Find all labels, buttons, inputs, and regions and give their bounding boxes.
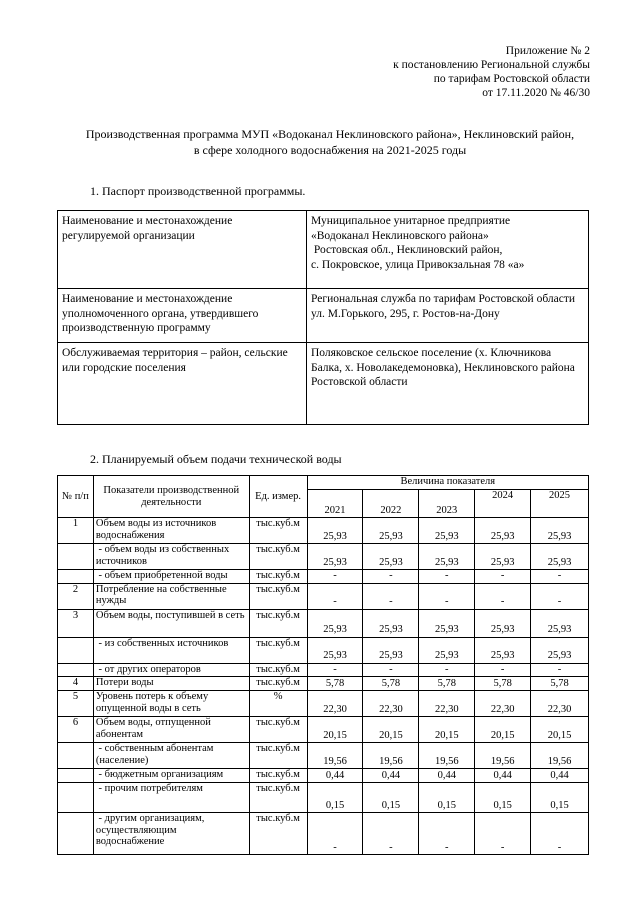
row-value: 25,93 — [531, 544, 589, 570]
row-number — [58, 783, 94, 813]
row-value: - — [363, 583, 419, 609]
row-unit: тыс.куб.м — [249, 609, 307, 637]
row-unit: тыс.куб.м — [249, 570, 307, 584]
row-indicator: Объем воды, отпущенной абонентам — [93, 717, 249, 743]
row-unit: тыс.куб.м — [249, 518, 307, 544]
row-value: 19,56 — [419, 743, 475, 769]
row-value: - — [475, 570, 531, 584]
row-value: - — [531, 663, 589, 677]
row-value: 25,93 — [419, 544, 475, 570]
row-number — [58, 743, 94, 769]
row-unit: тыс.куб.м — [249, 637, 307, 663]
row-value: - — [531, 813, 589, 855]
year-header: 2024 — [475, 490, 531, 518]
table-row — [58, 691, 589, 717]
row-indicator: Уровень потерь к объему опущенной воды в сеть — [93, 691, 249, 717]
row-number — [58, 769, 94, 783]
row-value: 25,93 — [475, 518, 531, 544]
table-row — [58, 289, 589, 343]
value-line: «Водоканал Неклиновского района» — [311, 229, 489, 242]
value-line: Ростовская обл., Неклиновский район, — [311, 244, 503, 256]
row-value: 25,93 — [475, 609, 531, 637]
table-row — [58, 663, 589, 677]
header-line: от 17.11.2020 № 46/30 — [482, 87, 590, 99]
row-value: 0,15 — [307, 783, 363, 813]
row-value: 5,78 — [419, 677, 475, 691]
row-value: 25,93 — [363, 544, 419, 570]
row-value: - — [419, 570, 475, 584]
row-value: 0,15 — [531, 783, 589, 813]
row-indicator: Потребление на собственные нужды — [93, 583, 249, 609]
year-header: 2025 — [531, 490, 589, 518]
row-value: - — [475, 583, 531, 609]
row-value: - — [419, 813, 475, 855]
row-value: - — [307, 583, 363, 609]
row-value: - — [307, 813, 363, 855]
value-line: Поляковское сельское поселение (х. Ключникова Балка, х. Новолакедемоновка), Неклиновского района Ростовской области — [311, 347, 575, 388]
row-value: 5,78 — [475, 677, 531, 691]
header-line: Приложение № 2 — [505, 45, 590, 57]
table-row — [58, 813, 589, 855]
row-unit: тыс.куб.м — [249, 544, 307, 570]
table-row — [58, 343, 589, 425]
passport-table — [57, 210, 589, 425]
row-value: - — [307, 663, 363, 677]
col-header-indicator: Показатели производственной деятельности — [93, 476, 249, 518]
row-indicator: - от других операторов — [93, 663, 249, 677]
row-indicator: - объем приобретенной воды — [93, 570, 249, 584]
row-value: 5,78 — [531, 677, 589, 691]
row-value: 20,15 — [307, 717, 363, 743]
document-header — [310, 44, 590, 100]
table-row — [58, 769, 589, 783]
row-indicator: Потери воды — [93, 677, 249, 691]
row-number: 6 — [58, 717, 94, 743]
row-value: 22,30 — [475, 691, 531, 717]
col-header-value: Величина показателя — [307, 476, 588, 490]
row-value: 25,93 — [475, 544, 531, 570]
row-value: 25,93 — [307, 518, 363, 544]
title-line: Производственная программа МУП «Водоканал Неклиновского района», Неклиновский район, — [85, 127, 575, 141]
row-indicator: - собственным абонентам (население) — [93, 743, 249, 769]
value-line: Региональная служба по тарифам Ростовской области — [311, 293, 576, 305]
passport-value — [307, 211, 589, 289]
row-value: - — [363, 570, 419, 584]
value-line: с. Покровское, улица Привокзальная 78 «а» — [311, 258, 525, 271]
row-value: 19,56 — [531, 743, 589, 769]
year-header: 2021 — [307, 490, 363, 518]
passport-value — [307, 289, 589, 343]
row-value: 19,56 — [307, 743, 363, 769]
section2-heading: 2. Планируемый объем подачи технической воды — [90, 452, 342, 466]
value-line: ул. М.Горького, 295, г. Ростов-на-Дону — [311, 307, 500, 320]
row-value: 0,44 — [307, 769, 363, 783]
passport-value — [307, 343, 589, 425]
year-header: 2022 — [363, 490, 419, 518]
volume-table — [57, 475, 589, 855]
table-row — [58, 570, 589, 584]
row-value: 20,15 — [363, 717, 419, 743]
row-value: 25,93 — [475, 637, 531, 663]
table-row — [58, 743, 589, 769]
row-value: 25,93 — [307, 609, 363, 637]
row-value: 0,15 — [419, 783, 475, 813]
document-title — [40, 126, 620, 158]
row-value: - — [363, 813, 419, 855]
row-unit: % — [249, 691, 307, 717]
passport-label: Наименование и местонахождение уполномоченного органа, утвердившего производственную программу — [58, 289, 307, 343]
row-value: 19,56 — [475, 743, 531, 769]
row-value: - — [363, 663, 419, 677]
section1-heading: 1. Паспорт производственной программы. — [90, 184, 306, 198]
table-row — [58, 783, 589, 813]
row-unit: тыс.куб.м — [249, 677, 307, 691]
table-header-row — [58, 476, 589, 490]
row-value: - — [531, 570, 589, 584]
row-value: 25,93 — [419, 609, 475, 637]
row-value: 20,15 — [531, 717, 589, 743]
row-value: 22,30 — [419, 691, 475, 717]
row-value: - — [307, 570, 363, 584]
row-unit: тыс.куб.м — [249, 583, 307, 609]
col-header-num: № п/п — [58, 476, 94, 518]
table-row — [58, 637, 589, 663]
row-number — [58, 663, 94, 677]
row-unit: тыс.куб.м — [249, 717, 307, 743]
row-value: 20,15 — [475, 717, 531, 743]
row-unit: тыс.куб.м — [249, 663, 307, 677]
row-indicator: Объем воды, поступившей в сеть — [93, 609, 249, 637]
value-line: Муниципальное унитарное предприятие — [311, 215, 511, 227]
table-row — [58, 677, 589, 691]
table-row — [58, 583, 589, 609]
row-number — [58, 637, 94, 663]
row-value: 25,93 — [307, 637, 363, 663]
header-line: по тарифам Ростовской области — [433, 73, 590, 85]
col-header-unit: Ед. измер. — [249, 476, 307, 518]
table-row — [58, 717, 589, 743]
row-indicator: - бюджетным организациям — [93, 769, 249, 783]
row-value: - — [419, 583, 475, 609]
row-value: - — [419, 663, 475, 677]
row-indicator: - из собственных источников — [93, 637, 249, 663]
row-value: 0,44 — [419, 769, 475, 783]
row-value: 0,44 — [475, 769, 531, 783]
row-unit: тыс.куб.м — [249, 783, 307, 813]
table-row — [58, 544, 589, 570]
row-value: 0,15 — [475, 783, 531, 813]
row-value: 5,78 — [363, 677, 419, 691]
header-line: к постановлению Региональной службы — [393, 59, 590, 71]
row-value: 5,78 — [307, 677, 363, 691]
row-value: 25,93 — [307, 544, 363, 570]
row-number: 5 — [58, 691, 94, 717]
table-row — [58, 211, 589, 289]
row-number: 1 — [58, 518, 94, 544]
row-value: 25,93 — [531, 637, 589, 663]
row-indicator: Объем воды из источников водоснабжения — [93, 518, 249, 544]
table-row — [58, 609, 589, 637]
passport-label: Обслуживаемая территория – район, сельские или городские поселения — [58, 343, 307, 425]
title-line: в сфере холодного водоснабжения на 2021-2025 годы — [193, 143, 467, 157]
row-value: 25,93 — [363, 637, 419, 663]
year-header: 2023 — [419, 490, 475, 518]
row-value: - — [475, 813, 531, 855]
row-value: 0,44 — [363, 769, 419, 783]
row-value: 25,93 — [419, 637, 475, 663]
row-number: 3 — [58, 609, 94, 637]
row-value: 25,93 — [531, 609, 589, 637]
row-value: 20,15 — [419, 717, 475, 743]
row-value: 0,15 — [363, 783, 419, 813]
row-value: 25,93 — [363, 609, 419, 637]
row-value: 22,30 — [363, 691, 419, 717]
row-value: 25,93 — [419, 518, 475, 544]
row-number: 2 — [58, 583, 94, 609]
table-row — [58, 518, 589, 544]
row-value: 19,56 — [363, 743, 419, 769]
row-unit: тыс.куб.м — [249, 769, 307, 783]
row-unit: тыс.куб.м — [249, 743, 307, 769]
row-number — [58, 813, 94, 855]
row-value: 25,93 — [531, 518, 589, 544]
row-value: - — [475, 663, 531, 677]
row-unit: тыс.куб.м — [249, 813, 307, 855]
row-value: 22,30 — [531, 691, 589, 717]
row-number: 4 — [58, 677, 94, 691]
row-number — [58, 570, 94, 584]
row-value: - — [531, 583, 589, 609]
row-number — [58, 544, 94, 570]
row-value: 0,44 — [531, 769, 589, 783]
passport-label: Наименование и местонахождение регулируемой организации — [58, 211, 307, 289]
row-value: 22,30 — [307, 691, 363, 717]
row-indicator: - другим организациям, осуществляющим водоснабжение — [93, 813, 249, 855]
row-indicator: - прочим потребителям — [93, 783, 249, 813]
row-indicator: - объем воды из собственных источников — [93, 544, 249, 570]
row-value: 25,93 — [363, 518, 419, 544]
